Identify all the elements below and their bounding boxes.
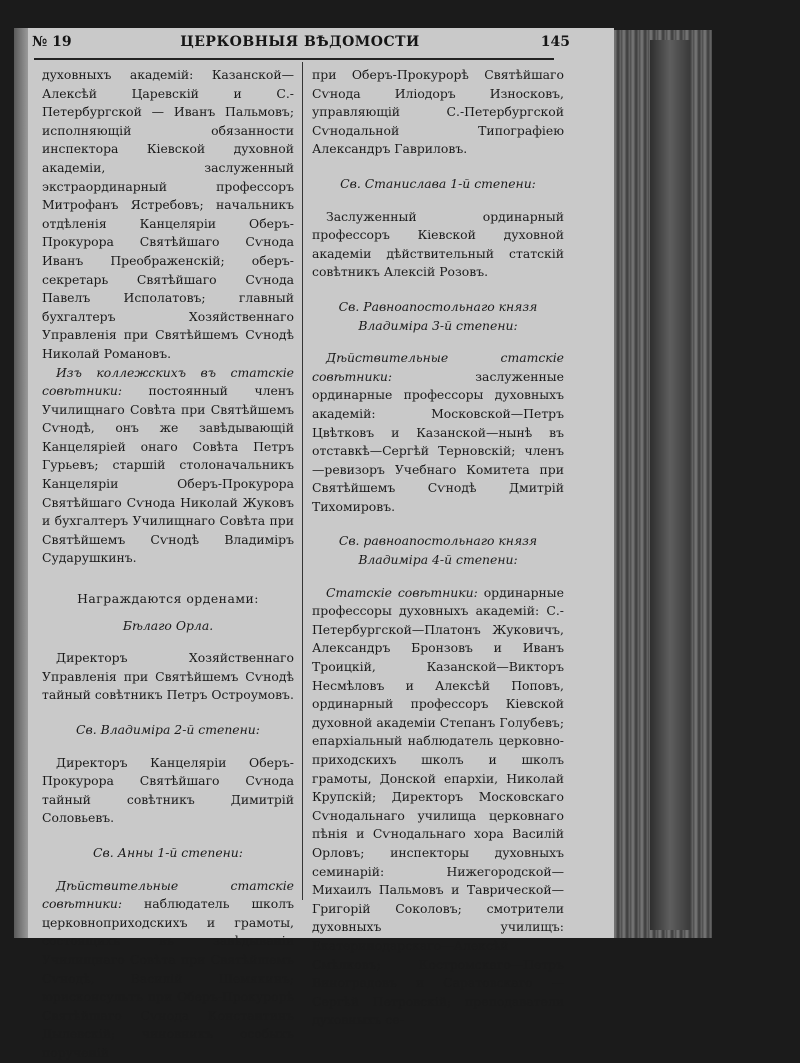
paragraph-text: наблюдатель школъ церковноприходскихъ и грамоты, состоящихъ въ завѣдываніи Училищнаго Совѣта при Святѣйшемъ Сѵнодѣ, Василій Шемякинъ; юрисконсультъ при Оберъ-Прокурорѣ Святѣйшаго Сѵнода Константинъ Дылевскій; чиновникъ особыхъ порученій (42, 896, 294, 1060)
paragraph: Директоръ Хозяйственнаго Управленія при Святѣйшемъ Сѵнодѣ тайный совѣтникъ Петръ Остроумовъ. (42, 650, 294, 703)
journal-title: ЦЕРКОВНЫЯ ВѢДОМОСТИ (180, 34, 420, 50)
right-column (312, 66, 564, 1030)
column-divider (302, 62, 303, 900)
paragraph (42, 364, 294, 569)
order-heading: Св. Анны 1-й степени: (93, 844, 243, 860)
header-rule (34, 58, 554, 60)
paragraph: при Оберъ-Прокурорѣ Святѣйшаго Сѵнода Иліодоръ Износковъ, управляющій С.-Петербургской Сѵнодальной Типографіею Александръ Гавриловъ. (312, 67, 564, 157)
left-column (42, 66, 294, 1063)
order-heading: Бѣлаго Орла. (122, 617, 214, 633)
paragraph-lead: Изъ коллежскихъ въ статскіе совѣтники: (42, 364, 294, 399)
paragraph-text: ординарные профессоры духовныхъ академій: С.-Петербургской—Платонъ Жуковичъ, Александръ Бронзовъ и Иванъ Троицкій, Казанской—Викторъ Несмѣловъ и Алексѣй Поповъ, ординарный профессоръ Кіевской духовной академіи Степанъ Голубевъ; епархіальный наблюдатель церковно-приходскихъ школъ и школъ грамоты, Донской епархіи, Николай Крупскій; Директоръ Московскаго Сѵнодальнаго училища церковнаго пѣнія и Сѵнодальнаго хора Василій Орловъ; инспекторы духовныхъ семинарій: Нижегородской—Михаилъ Пальмовъ и Таврической—Григорій Соколовъ; смотрители духовныхъ училищъ: Екатеринодарскаго—Алексѣй Смѣлковъ; Костромскаго—Петръ Виноградовъ и Саратовскаго — Сергѣй Петровскій; преподаватели духовныхъ се- (312, 584, 564, 1028)
section-heading: Награждаются орденами: (77, 591, 259, 607)
paragraph (42, 877, 294, 1063)
running-header (30, 34, 570, 54)
paragraph: духовныхъ академій: Казанской—Алексѣй Царевскій и С.-Петербургской — Иванъ Пальмовъ; исполняющій обязанности инспектора Кіевской духовной академіи, заслуженный экстраординарный профессоръ Митрофанъ Ястребовъ; начальникъ отдѣленія Канцеляріи Оберъ-Прокурора Святѣйшаго Сѵнода Иванъ Преображенскій; оберъ-секретарь Святѣйшаго Сѵнода Павелъ Исполатовъ; главный бухгалтеръ Хозяйственнаго Управленія при Святѣйшемъ Сѵнодѣ Николай Романовъ. (42, 67, 294, 361)
paragraph-text: заслуженные ординарные профессоры духовныхъ академій: Московской—Петръ Цвѣтковъ и Казанской—нынѣ въ отставкѣ—Сергѣй Терновскій; членъ—ревизоръ Учебнаго Комитета при Святѣйшемъ Сѵнодѣ Дмитрій Тихомировъ. (312, 368, 564, 514)
paragraph-lead: Дѣйствительные статскіе совѣтники: (42, 877, 294, 912)
paragraph (312, 584, 564, 1030)
order-heading: Св. равноапостольнаго князя Владиміра 4-й степени: (338, 533, 538, 568)
issue-number: № 19 (32, 34, 72, 50)
paragraph: Заслуженный ординарный профессоръ Кіевской духовной академіи дѣйствительный статскій совѣтникъ Алексій Розовъ. (312, 208, 564, 280)
paragraph-text: постоянный членъ Училищнаго Совѣта при Святѣйшемъ Сѵнодѣ, онъ же завѣдывающій Канцеляріей онаго Совѣта Петръ Гурьевъ; старшій столоначальникъ Канцеляріи Оберъ-Прокурора Святѣйшаго Сѵнода Николай Жуковъ и бухгалтеръ Училищнаго Совѣта при Святѣйшемъ Сѵнодѣ Владиміръ Сударушкинъ. (42, 383, 294, 566)
order-heading: Св. Равноапостольнаго князя Владиміра 3-й степени: (338, 298, 538, 333)
order-heading: Св. Владиміра 2-й степени: (76, 722, 260, 737)
paragraph: Директоръ Канцеляріи Оберъ-Прокурора Святѣйшаго Сѵнода тайный совѣтникъ Димитрій Соловьевъ. (42, 754, 294, 826)
paragraph-lead: Дѣйствительные статскіе совѣтники: (312, 350, 564, 384)
paragraph-lead: Статскіе совѣтники: (326, 584, 478, 600)
book-spine-shadow (650, 40, 690, 930)
paragraph (312, 349, 564, 516)
page-gutter-shadow (14, 28, 28, 938)
order-heading: Св. Станислава 1-й степени: (340, 175, 536, 191)
page-number: 145 (540, 34, 570, 50)
